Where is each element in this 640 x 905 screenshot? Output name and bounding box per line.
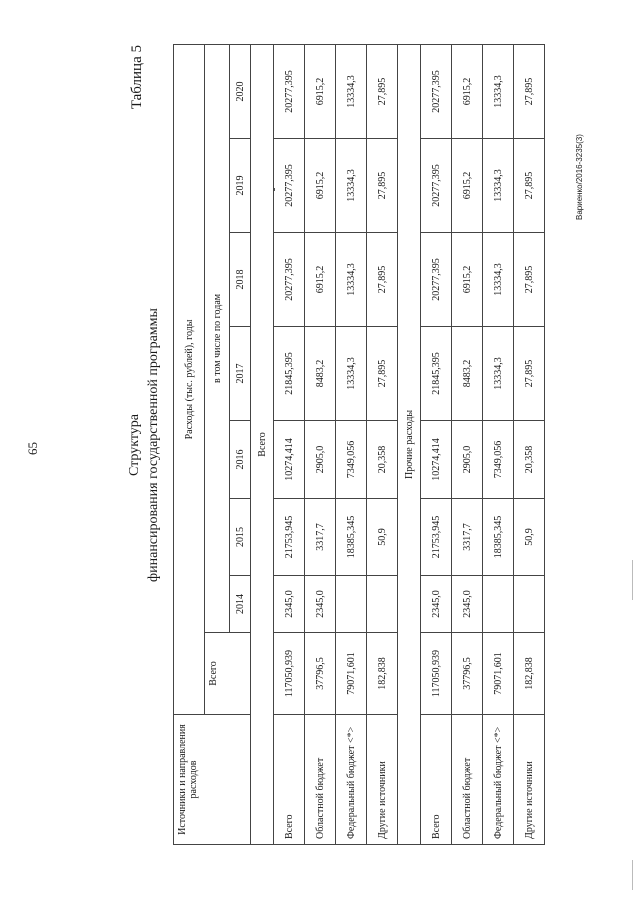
cell-year-2014: 2345,0 xyxy=(305,576,336,633)
cell-year-2019: 13334,3 xyxy=(483,139,514,233)
header-total: Всего xyxy=(205,633,251,715)
row-total: 182,838 xyxy=(367,633,398,715)
page-number: 65 xyxy=(25,442,40,455)
table-row xyxy=(421,44,452,844)
cell-year-2020: 27,895 xyxy=(367,44,398,138)
cell-year-2017: 13334,3 xyxy=(336,327,367,421)
section-title: Прочие расходы xyxy=(398,44,421,844)
cell-year-2018: 20277,395 xyxy=(274,233,305,327)
cell-year-2017: 13334,3 xyxy=(483,327,514,421)
cell-year-2018: 6915,2 xyxy=(452,233,483,327)
row-total: 117050,939 xyxy=(421,633,452,715)
scan-edge-mark xyxy=(632,560,633,600)
cell-year-2018: 13334,3 xyxy=(336,233,367,327)
row-total: 117050,939 xyxy=(274,633,305,715)
scan-edge-mark xyxy=(632,860,633,890)
cell-year-2018: 27,895 xyxy=(367,233,398,327)
cell-year-2019: 27,895 xyxy=(514,139,545,233)
cell-year-2020: 27,895 xyxy=(514,44,545,138)
row-label: Другие источники xyxy=(367,715,398,845)
table-row xyxy=(367,44,398,844)
rotated-table-page xyxy=(125,45,615,845)
cell-year-2014 xyxy=(483,576,514,633)
cell-year-2015: 21753,945 xyxy=(421,499,452,576)
table-subtitle: финансирования государственной программы xyxy=(146,308,161,582)
cell-year-2020: 20277,395 xyxy=(274,44,305,138)
financing-structure-table xyxy=(173,44,545,845)
document-code: Вариенко/2016-3235(3) xyxy=(575,134,584,220)
cell-year-2017: 8483,2 xyxy=(452,327,483,421)
row-total: 37796,5 xyxy=(305,633,336,715)
cell-year-2015: 21753,945 xyxy=(274,499,305,576)
cell-year-2017: 21845,395 xyxy=(421,327,452,421)
row-label: Всего xyxy=(421,715,452,845)
table-row xyxy=(305,44,336,844)
cell-year-2016: 7349,056 xyxy=(483,421,514,499)
row-label: Федеральный бюджет <*> xyxy=(483,715,514,845)
header-year-2015: 2015 xyxy=(230,499,251,576)
table-row xyxy=(483,44,514,844)
cell-year-2015: 18385,345 xyxy=(336,499,367,576)
cell-year-2015: 3317,7 xyxy=(305,499,336,576)
cell-year-2017: 27,895 xyxy=(514,327,545,421)
cell-year-2018: 20277,395 xyxy=(421,233,452,327)
header-expenses: Расходы (тыс. рублей), годы xyxy=(174,44,205,714)
table-title: Структура xyxy=(127,413,142,477)
header-year-2019: 2019 xyxy=(230,139,251,233)
cell-year-2014: 2345,0 xyxy=(274,576,305,633)
cell-year-2020: 13334,3 xyxy=(483,44,514,138)
cell-year-2016: 20,358 xyxy=(367,421,398,499)
cell-year-2014: 2345,0 xyxy=(421,576,452,633)
cell-year-2016: 2905,0 xyxy=(452,421,483,499)
cell-year-2019: 6915,2 xyxy=(305,139,336,233)
cell-year-2014 xyxy=(336,576,367,633)
cell-year-2016: 10274,414 xyxy=(421,421,452,499)
cell-year-2020: 6915,2 xyxy=(305,44,336,138)
header-year-2014: 2014 xyxy=(230,576,251,633)
row-label: Областной бюджет xyxy=(305,715,336,845)
row-total: 37796,5 xyxy=(452,633,483,715)
row-total: 182,838 xyxy=(514,633,545,715)
header-year-2017: 2017 xyxy=(230,327,251,421)
cell-year-2018: 6915,2 xyxy=(305,233,336,327)
cell-year-2019: 20277,395 xyxy=(421,139,452,233)
header-year-2020: 2020 xyxy=(230,44,251,138)
row-total: 79071,601 xyxy=(336,633,367,715)
cell-year-2017: 21845,395 xyxy=(274,327,305,421)
header-year-2018: 2018 xyxy=(230,233,251,327)
cell-year-2014: 2345,0 xyxy=(452,576,483,633)
cell-year-2016: 10274,414 xyxy=(274,421,305,499)
cell-year-2015: 50,9 xyxy=(367,499,398,576)
cell-year-2017: 27,895 xyxy=(367,327,398,421)
table-row xyxy=(336,44,367,844)
cell-year-2020: 20277,395 xyxy=(421,44,452,138)
header-year-2016: 2016 xyxy=(230,421,251,499)
cell-year-2014 xyxy=(514,576,545,633)
cell-year-2015: 50,9 xyxy=(514,499,545,576)
cell-year-2016: 2905,0 xyxy=(305,421,336,499)
cell-year-2019: 13334,3 xyxy=(336,139,367,233)
row-label: Другие источники xyxy=(514,715,545,845)
cell-year-2018: 27,895 xyxy=(514,233,545,327)
cell-year-2015: 18385,345 xyxy=(483,499,514,576)
row-label: Областной бюджет xyxy=(452,715,483,845)
table-row xyxy=(514,44,545,844)
row-label: Федеральный бюджет <*> xyxy=(336,715,367,845)
cell-year-2017: 8483,2 xyxy=(305,327,336,421)
table-label: Таблица 5 xyxy=(129,45,145,110)
row-total: 79071,601 xyxy=(483,633,514,715)
cell-year-2014 xyxy=(367,576,398,633)
cell-year-2020: 13334,3 xyxy=(336,44,367,138)
section-title: Всего xyxy=(251,44,274,844)
header-source-column: Источники и направления расходов xyxy=(174,715,251,845)
cell-year-2016: 7349,056 xyxy=(336,421,367,499)
cell-year-2015: 3317,7 xyxy=(452,499,483,576)
cell-year-2016: 20,358 xyxy=(514,421,545,499)
table-row xyxy=(274,44,305,844)
cell-year-2019: 20277,395 xyxy=(274,139,305,233)
cell-year-2020: 6915,2 xyxy=(452,44,483,138)
row-label: Всего xyxy=(274,715,305,845)
cell-year-2019: 27,895 xyxy=(367,139,398,233)
cell-year-2019: 6915,2 xyxy=(452,139,483,233)
table-row xyxy=(452,44,483,844)
cell-year-2018: 13334,3 xyxy=(483,233,514,327)
header-by-year: в том числе по годам xyxy=(205,44,230,632)
